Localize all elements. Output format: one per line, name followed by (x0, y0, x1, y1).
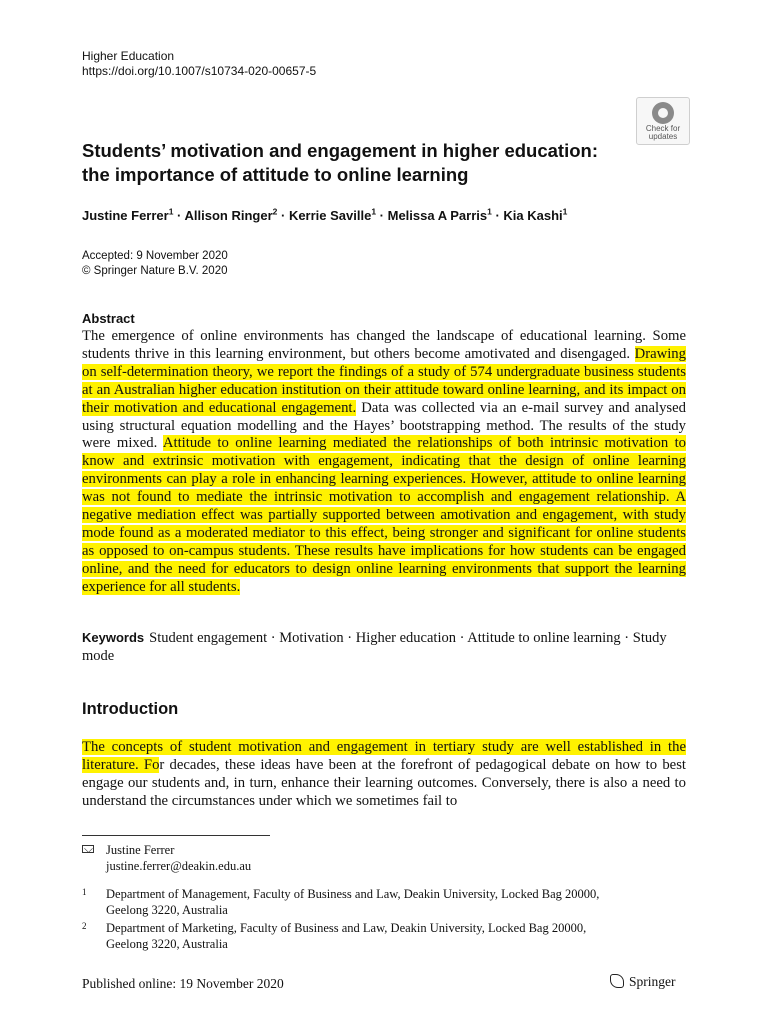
abstract-segment: Data was collected via an e-mail survey and analysed using structural equation modelling and the Hayes’ bootstrapping method. The results of the study were mixed. (82, 399, 686, 452)
author-separator: · (491, 208, 504, 223)
affiliation-line: Geelong 3220, Australia (106, 903, 228, 917)
title-line2: the importance of attitude to online learning (82, 164, 469, 185)
keywords (82, 629, 686, 665)
author-affiliation-marker: 1 (487, 206, 492, 217)
author-affiliation-marker: 2 (272, 206, 278, 217)
author-name[interactable]: Justine Ferrer$^1$ (82, 206, 174, 223)
author-name[interactable]: Kerrie Saville$^1$ (288, 206, 377, 223)
author-list (82, 208, 567, 223)
journal-header (82, 49, 316, 79)
article-meta (82, 249, 228, 279)
introduction-segment: r decades, these ideas have been at the forefront of pedagogical debate on how to best engage our students and, in turn, enhance their learning outcomes. Conversely, there is also a need to understand the circumstances under which we sometimes fail to (82, 757, 686, 810)
springer-horse-icon (610, 974, 624, 988)
badge-line2: updates (648, 132, 678, 141)
abstract-segment: The emergence of online environments has changed the landscape of educational learning. Some students thrive in this learning environment, but others become amotivated and disengaged. (82, 328, 686, 362)
keywords-label: Keywords (82, 630, 145, 645)
doi-link[interactable]: https://doi.org/10.1007/s10734-020-00657-5 (82, 64, 317, 78)
author-affiliation-marker: 1 (562, 206, 568, 217)
title-line1: Students’ motivation and engagement in higher education: (82, 140, 598, 161)
journal-name: Higher Education (82, 49, 175, 63)
check-for-updates-icon (652, 102, 674, 124)
envelope-icon (82, 845, 94, 853)
publisher-logo (610, 974, 676, 990)
author-separator: · (277, 208, 289, 223)
paper-title (82, 139, 642, 187)
check-for-updates-badge[interactable] (636, 97, 690, 145)
abstract-highlighted-segment: Attitude to online learning mediated the relationships of both intrinsic motivation to know and extrinsic motivation with engagement, indicating that the design of online learning environments can play a role in enhancing learning experiences. However, attitude to online learning was not found to mediate the intrinsic motivation to accomplish and engagement relationship. A negative mediation effect was partially supported between amotivation and engagement, with study mode found as a moderated mediator to this effect, being stronger and significant for online students as opposed to on-campus students. These results have implications for how students can be engaged online, and the need for educators to design online learning environments that support the learning experience for all students. (82, 435, 687, 595)
author-affiliation-marker: 1 (168, 206, 174, 217)
abstract-heading: Abstract (82, 311, 135, 326)
affiliation-line: Department of Marketing, Faculty of Business and Law, Deakin University, Locked Bag 20000, (106, 921, 587, 935)
introduction-text (82, 738, 686, 810)
affiliation-line: Department of Management, Faculty of Business and Law, Deakin University, Locked Bag 20000, (106, 887, 600, 901)
author-name[interactable]: Kia Kashi$^1$ (503, 206, 568, 223)
publisher-name: Springer (629, 974, 676, 989)
affiliation-number: 2 (82, 921, 87, 931)
accepted-date: Accepted: 9 November 2020 (82, 250, 228, 262)
footnote-divider (82, 835, 270, 836)
published-date: Published online: 19 November 2020 (82, 976, 284, 991)
keywords-text: Student engagement · Motivation · Higher education · Attitude to online learning · Study mode (82, 630, 667, 664)
corresponding-author-email[interactable]: justine.ferrer@deakin.edu.au (106, 859, 252, 873)
badge-line1: Check for (645, 124, 681, 133)
introduction-highlighted-segment: The concepts of student motivation and engagement in tertiary study are well established in the literature. Fo (82, 739, 686, 774)
author-name[interactable]: Melissa A Parris$^1$ (387, 206, 492, 223)
abstract-highlighted-segment: Drawing on self-determination theory, we report the findings of a study of 574 undergraduate business students at an Australian higher education institution on their attitude toward online learning, and its impact on their motivation and educational engagement. (82, 345, 686, 416)
affiliation-number: 1 (82, 887, 87, 897)
author-name[interactable]: Allison Ringer$^2$ (184, 206, 278, 223)
author-separator: · (376, 208, 388, 223)
copyright: © Springer Nature B.V. 2020 (82, 265, 228, 277)
author-separator: · (173, 208, 185, 223)
corresponding-author-name: Justine Ferrer (106, 843, 175, 857)
abstract-text (82, 328, 686, 597)
introduction-heading: Introduction (82, 700, 179, 718)
author-affiliation-marker: 1 (371, 206, 377, 217)
affiliation-line: Geelong 3220, Australia (106, 937, 228, 951)
